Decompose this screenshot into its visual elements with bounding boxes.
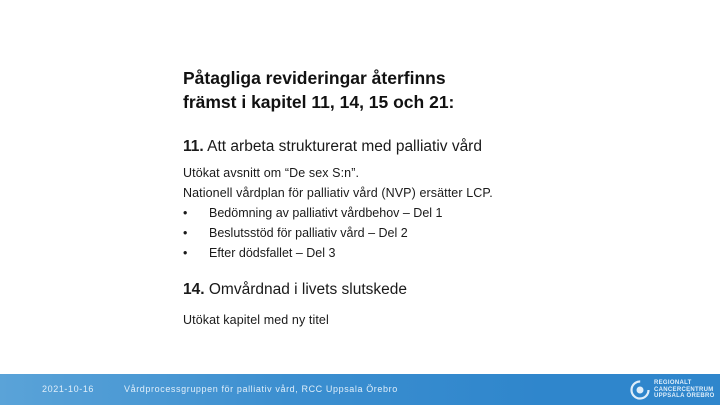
section-14-line: Utökat kapitel med ny titel xyxy=(183,313,329,327)
section-11-line-1: Utökat avsnitt om “De sex S:n”. xyxy=(183,166,360,180)
section-14-number: 14. xyxy=(183,281,205,298)
title-line-2: främst i kapitel 11, 14, 15 och 21: xyxy=(183,92,455,112)
section-11-title: Att arbeta strukturerat med palliativ vård xyxy=(203,138,482,155)
bullet-text: Beslutsstöd för palliativ vård – Del 2 xyxy=(209,226,408,240)
bullet-text: Bedömning av palliativt vårdbehov – Del 1 xyxy=(209,206,443,220)
section-14-heading xyxy=(183,281,683,299)
bullet-item xyxy=(183,203,683,223)
section-11-line-2: Nationell vårdplan för palliativ vård (NVP) ersätter LCP. xyxy=(183,186,493,200)
logo-text xyxy=(654,380,715,400)
title-line-1: Påtagliga revideringar återfinns xyxy=(183,68,446,88)
footer-date: 2021-10-16 xyxy=(42,384,95,394)
section-11-number: 11. xyxy=(183,138,204,155)
bullet-item xyxy=(183,223,683,243)
logo-line-1: REGIONALT xyxy=(654,380,692,386)
bullet-text: Efter dödsfallet – Del 3 xyxy=(209,246,336,260)
bullet-icon: • xyxy=(183,226,188,240)
slide-title xyxy=(183,66,643,114)
logo-line-3: UPPSALA ÖREBRO xyxy=(654,393,715,399)
rcc-logo xyxy=(630,378,716,402)
logo-line-2: CANCERCENTRUM xyxy=(654,386,714,393)
footer-bar xyxy=(0,374,720,405)
rcc-logo-icon xyxy=(630,380,650,400)
bullet-icon: • xyxy=(183,246,188,260)
section-14-title: Omvårdnad i livets slutskede xyxy=(204,281,408,298)
footer-organization: Vårdprocessgruppen för palliativ vård, RCC Uppsala Örebro xyxy=(124,384,398,394)
bullet-icon: • xyxy=(183,206,188,220)
section-14 xyxy=(183,281,683,330)
bullet-item xyxy=(183,243,683,263)
section-11-heading xyxy=(183,138,683,156)
section-11 xyxy=(183,138,683,263)
